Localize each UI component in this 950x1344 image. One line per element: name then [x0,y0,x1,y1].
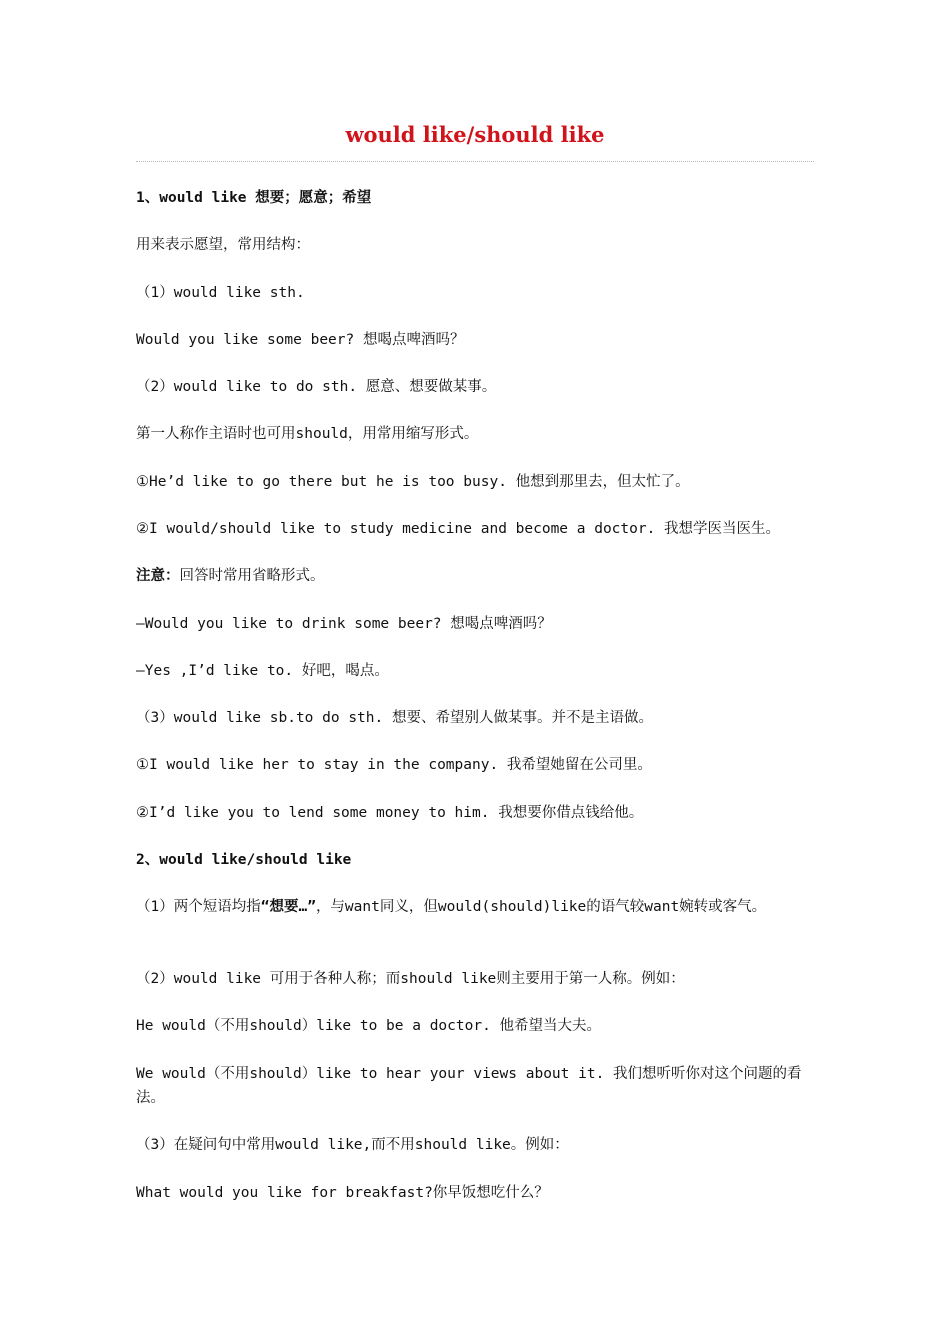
example-line: ②I would/should like to study medicine and become a doctor. 我想学医当医生。 [136,521,781,537]
example-line: We would（不用should）like to hear your views about it. 我们想听听你对这个问题的看法。 [136,1066,802,1106]
note-line [136,564,814,588]
point-1-text: （1）两个短语均指 [136,899,261,915]
title-divider [136,161,814,162]
example-line: ②I’d like you to lend some money to him. 我想要你借点钱给他。 [136,805,644,821]
example-line: He would（不用should）like to be a doctor. 他希望当大夫。 [136,1018,602,1034]
dialog-question: —Would you like to drink some beer? 想喝点啤酒吗？ [136,616,552,632]
structure-2-note: 第一人称作主语时也可用should，用常用缩写形式。 [136,426,479,442]
point-2-text-continued: 第一人称。例如： [568,971,685,987]
example-line: Would you like some beer? 想喝点啤酒吗？ [136,332,465,348]
note-text: 回答时常用省略形式。 [179,568,325,584]
section-2-point-1 [136,895,814,919]
example-line: What would you like for breakfast?你早饭想吃什么？ [136,1185,549,1201]
example-line: ①I would like her to stay in the company. 我希望她留在公司里。 [136,757,652,773]
note-label: 注意： [136,568,180,584]
point-2-text: （2）would like 可用于各种人称；而should like则主要用于 [136,971,569,987]
section-2-heading: 2、would like/should like [136,852,352,868]
dialog-answer: —Yes ,I’d like to. 好吧，喝点。 [136,663,389,679]
point-1-text-continued: ，与want同义，但would(should)like的语气较want婉转或客气。 [315,899,767,915]
section-2-point-3: （3）在疑问句中常用would like,而不用should like。例如： [136,1137,569,1153]
section-1-heading: 1、would like 想要；愿意；希望 [136,190,372,206]
point-1-bold-text: “想要…” [260,899,316,915]
structure-2: （2）would like to do sth. 愿意、想要做某事。 [136,379,497,395]
section-1-intro: 用来表示愿望，常用结构： [136,237,310,253]
document-title: would like/should like [345,122,605,147]
section-2-point-2 [136,967,814,991]
structure-3: （3）would like sb.to do sth. 想要、希望别人做某事。并不是主语做。 [136,710,653,726]
structure-1: （1）would like sth. [136,285,305,301]
example-line: ①He’d like to go there but he is too busy. 他想到那里去，但太忙了。 [136,474,690,490]
